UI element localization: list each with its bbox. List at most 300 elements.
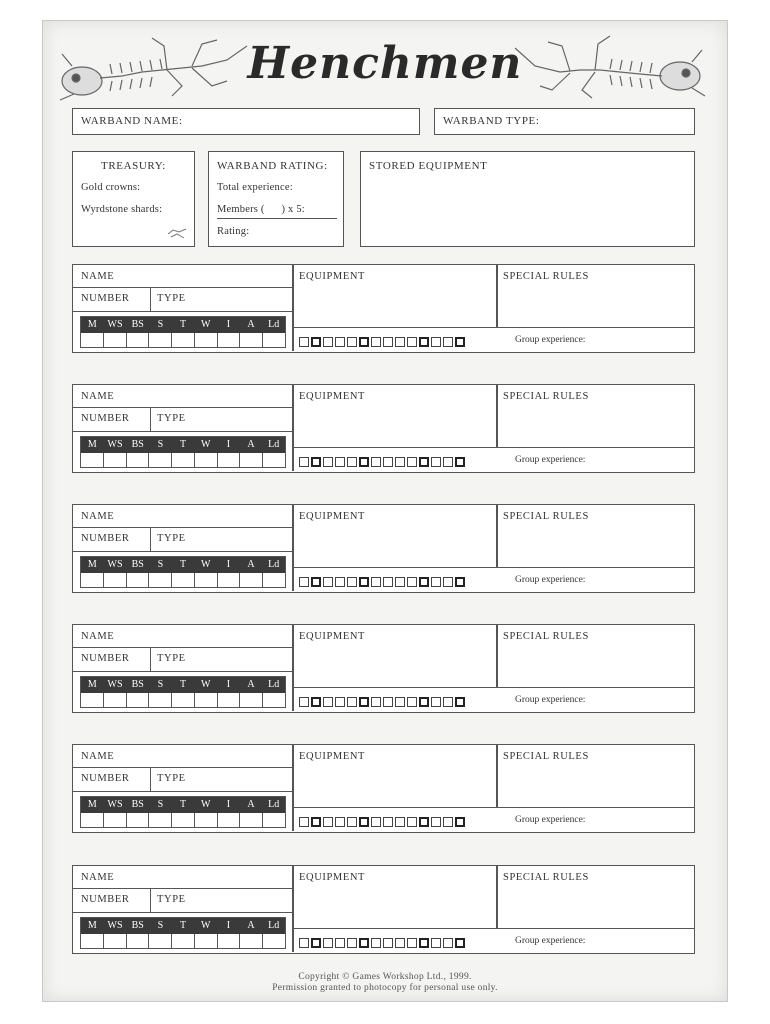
stat-header: BS bbox=[131, 799, 144, 810]
stat-cell[interactable] bbox=[218, 693, 241, 707]
experience-checkbox[interactable] bbox=[371, 457, 381, 467]
experience-checkbox[interactable] bbox=[443, 697, 453, 707]
henchman-group-2[interactable] bbox=[72, 384, 695, 473]
stat-header: S bbox=[157, 319, 164, 330]
stat-header: T bbox=[179, 679, 187, 690]
divider bbox=[292, 505, 294, 591]
experience-checkbox[interactable] bbox=[419, 337, 429, 347]
group-experience-label: Group experience: bbox=[515, 335, 586, 345]
stat-header: A bbox=[247, 319, 255, 330]
divider bbox=[73, 551, 292, 552]
experience-checkbox[interactable] bbox=[299, 697, 309, 707]
warband-type-field[interactable] bbox=[434, 108, 695, 135]
stat-cell[interactable] bbox=[218, 934, 241, 948]
stat-cell[interactable] bbox=[149, 453, 172, 467]
stat-cell[interactable] bbox=[149, 934, 172, 948]
equipment-label: EQUIPMENT bbox=[299, 511, 366, 522]
experience-checkbox[interactable] bbox=[347, 938, 357, 948]
divider bbox=[292, 625, 294, 711]
experience-checkbox[interactable] bbox=[383, 938, 393, 948]
experience-checkbox[interactable] bbox=[311, 817, 321, 827]
stat-cell[interactable] bbox=[104, 813, 127, 827]
number-label: NUMBER bbox=[81, 773, 130, 784]
stat-cell[interactable] bbox=[127, 573, 150, 587]
divider bbox=[73, 287, 292, 288]
stat-header: A bbox=[247, 439, 255, 450]
experience-checkbox[interactable] bbox=[431, 817, 441, 827]
divider bbox=[496, 866, 498, 928]
experience-checkbox[interactable] bbox=[383, 337, 393, 347]
equipment-label: EQUIPMENT bbox=[299, 631, 366, 642]
divider bbox=[496, 385, 498, 447]
experience-checkbox[interactable] bbox=[419, 457, 429, 467]
stat-cell[interactable] bbox=[172, 693, 195, 707]
experience-checkbox[interactable] bbox=[455, 697, 465, 707]
stat-header: WS bbox=[107, 799, 123, 810]
special-rules-label: SPECIAL RULES bbox=[503, 391, 589, 402]
divider bbox=[496, 745, 498, 807]
stat-header: WS bbox=[107, 920, 123, 931]
stat-cell[interactable] bbox=[195, 333, 218, 347]
stat-header: T bbox=[179, 559, 187, 570]
experience-checkbox[interactable] bbox=[395, 817, 405, 827]
stat-cell[interactable] bbox=[81, 333, 104, 347]
warband-rating-box[interactable] bbox=[208, 151, 344, 247]
group-experience-label: Group experience: bbox=[515, 815, 586, 825]
stored-equipment-box[interactable] bbox=[360, 151, 695, 247]
stat-header: A bbox=[247, 559, 255, 570]
divider bbox=[292, 687, 694, 688]
stat-header: BS bbox=[131, 559, 144, 570]
experience-checkbox[interactable] bbox=[407, 697, 417, 707]
divider bbox=[292, 567, 694, 568]
experience-checkbox[interactable] bbox=[455, 457, 465, 467]
divider bbox=[292, 447, 694, 448]
name-label: NAME bbox=[81, 751, 115, 762]
experience-checkbox[interactable] bbox=[407, 938, 417, 948]
experience-checkbox[interactable] bbox=[419, 577, 429, 587]
stat-header: W bbox=[200, 679, 211, 690]
group-experience-label: Group experience: bbox=[515, 575, 586, 585]
henchman-group-6[interactable] bbox=[72, 865, 695, 954]
equipment-label: EQUIPMENT bbox=[299, 751, 366, 762]
experience-track bbox=[299, 457, 465, 467]
type-label: TYPE bbox=[157, 533, 186, 544]
experience-checkbox[interactable] bbox=[323, 938, 333, 948]
henchman-group-3[interactable] bbox=[72, 504, 695, 593]
divider bbox=[150, 407, 151, 431]
stat-header: I bbox=[226, 920, 231, 931]
stat-cell[interactable] bbox=[104, 333, 127, 347]
divider bbox=[496, 265, 498, 327]
experience-checkbox[interactable] bbox=[335, 577, 345, 587]
stat-cell[interactable] bbox=[81, 453, 104, 467]
experience-checkbox[interactable] bbox=[335, 938, 345, 948]
experience-checkbox[interactable] bbox=[299, 577, 309, 587]
name-label: NAME bbox=[81, 511, 115, 522]
experience-checkbox[interactable] bbox=[299, 337, 309, 347]
stat-cell[interactable] bbox=[81, 813, 104, 827]
stat-header: BS bbox=[131, 679, 144, 690]
stat-header: M bbox=[87, 319, 97, 330]
divider bbox=[150, 888, 151, 912]
experience-checkbox[interactable] bbox=[407, 577, 417, 587]
divider bbox=[73, 671, 292, 672]
special-rules-label: SPECIAL RULES bbox=[503, 631, 589, 642]
stat-line bbox=[80, 796, 286, 828]
experience-checkbox[interactable] bbox=[371, 337, 381, 347]
stat-header: BS bbox=[131, 319, 144, 330]
stat-header: BS bbox=[131, 920, 144, 931]
stat-header: BS bbox=[131, 439, 144, 450]
experience-checkbox[interactable] bbox=[443, 817, 453, 827]
stat-header: M bbox=[87, 559, 97, 570]
equipment-label: EQUIPMENT bbox=[299, 872, 366, 883]
stat-cell[interactable] bbox=[195, 813, 218, 827]
warband-name-label: WARBAND NAME: bbox=[81, 115, 183, 127]
experience-checkbox[interactable] bbox=[395, 577, 405, 587]
stat-cell[interactable] bbox=[240, 813, 263, 827]
experience-checkbox[interactable] bbox=[383, 457, 393, 467]
experience-checkbox[interactable] bbox=[335, 457, 345, 467]
experience-checkbox[interactable] bbox=[383, 577, 393, 587]
experience-checkbox[interactable] bbox=[335, 337, 345, 347]
stat-cell[interactable] bbox=[104, 693, 127, 707]
experience-checkbox[interactable] bbox=[347, 697, 357, 707]
experience-checkbox[interactable] bbox=[455, 938, 465, 948]
group-experience-label: Group experience: bbox=[515, 455, 586, 465]
experience-checkbox[interactable] bbox=[443, 457, 453, 467]
stat-cell[interactable] bbox=[127, 333, 150, 347]
warband-name-field[interactable] bbox=[72, 108, 420, 135]
number-label: NUMBER bbox=[81, 533, 130, 544]
experience-checkbox[interactable] bbox=[371, 697, 381, 707]
stat-cell[interactable] bbox=[218, 573, 241, 587]
divider bbox=[292, 327, 694, 328]
experience-checkbox[interactable] bbox=[407, 817, 417, 827]
stat-cell[interactable] bbox=[149, 813, 172, 827]
stat-header: M bbox=[87, 799, 97, 810]
stat-header: T bbox=[179, 439, 187, 450]
special-rules-label: SPECIAL RULES bbox=[503, 751, 589, 762]
stat-cell[interactable] bbox=[127, 813, 150, 827]
experience-checkbox[interactable] bbox=[335, 697, 345, 707]
stat-header: T bbox=[179, 799, 187, 810]
treasury-title: TREASURY: bbox=[101, 160, 166, 172]
experience-checkbox[interactable] bbox=[311, 337, 321, 347]
experience-checkbox[interactable] bbox=[347, 457, 357, 467]
equipment-label: EQUIPMENT bbox=[299, 271, 366, 282]
copyright-text: Copyright © Games Workshop Ltd., 1999. bbox=[298, 972, 472, 982]
stat-header: S bbox=[157, 559, 164, 570]
experience-track bbox=[299, 337, 465, 347]
stat-cell[interactable] bbox=[240, 573, 263, 587]
experience-checkbox[interactable] bbox=[443, 337, 453, 347]
stored-equipment-title: STORED EQUIPMENT bbox=[369, 160, 488, 172]
stat-line bbox=[80, 316, 286, 348]
stat-header: I bbox=[226, 439, 231, 450]
experience-checkbox[interactable] bbox=[311, 697, 321, 707]
stat-line bbox=[80, 436, 286, 468]
divider bbox=[150, 767, 151, 791]
stat-line bbox=[80, 676, 286, 708]
experience-checkbox[interactable] bbox=[347, 817, 357, 827]
warband-type-label: WARBAND TYPE: bbox=[443, 115, 540, 127]
experience-checkbox[interactable] bbox=[335, 817, 345, 827]
experience-checkbox[interactable] bbox=[359, 697, 369, 707]
stat-cell[interactable] bbox=[240, 934, 263, 948]
divider bbox=[73, 767, 292, 768]
stat-cell[interactable] bbox=[172, 333, 195, 347]
stat-header: T bbox=[179, 319, 187, 330]
stat-cell[interactable] bbox=[263, 333, 285, 347]
experience-checkbox[interactable] bbox=[431, 457, 441, 467]
number-label: NUMBER bbox=[81, 894, 130, 905]
stat-cell[interactable] bbox=[240, 693, 263, 707]
stat-cell[interactable] bbox=[172, 453, 195, 467]
experience-checkbox[interactable] bbox=[299, 817, 309, 827]
wyrdstone-shards-label: Wyrdstone shards: bbox=[81, 204, 163, 215]
experience-track bbox=[299, 697, 465, 707]
divider bbox=[150, 527, 151, 551]
experience-checkbox[interactable] bbox=[395, 697, 405, 707]
members-underline bbox=[217, 218, 337, 219]
experience-checkbox[interactable] bbox=[359, 938, 369, 948]
divider bbox=[73, 527, 292, 528]
henchman-group-1[interactable] bbox=[72, 264, 695, 353]
stat-cell[interactable] bbox=[218, 333, 241, 347]
experience-checkbox[interactable] bbox=[431, 337, 441, 347]
experience-checkbox[interactable] bbox=[443, 938, 453, 948]
experience-checkbox[interactable] bbox=[371, 577, 381, 587]
stat-cell[interactable] bbox=[172, 573, 195, 587]
stat-cell[interactable] bbox=[127, 453, 150, 467]
experience-checkbox[interactable] bbox=[395, 938, 405, 948]
stat-header: W bbox=[200, 799, 211, 810]
total-experience-label: Total experience: bbox=[217, 182, 293, 193]
experience-checkbox[interactable] bbox=[383, 817, 393, 827]
stat-header: I bbox=[226, 679, 231, 690]
divider bbox=[73, 431, 292, 432]
divider bbox=[73, 888, 292, 889]
experience-checkbox[interactable] bbox=[323, 697, 333, 707]
stat-line bbox=[80, 556, 286, 588]
name-label: NAME bbox=[81, 391, 115, 402]
divider bbox=[292, 928, 694, 929]
divider bbox=[292, 385, 294, 471]
divider bbox=[73, 912, 292, 913]
stat-header: Ld bbox=[268, 679, 280, 690]
page-title: Henchmen bbox=[247, 38, 523, 89]
experience-checkbox[interactable] bbox=[455, 337, 465, 347]
stat-header: M bbox=[87, 439, 97, 450]
experience-track bbox=[299, 938, 465, 948]
experience-checkbox[interactable] bbox=[395, 337, 405, 347]
name-label: NAME bbox=[81, 872, 115, 883]
wyrdstone-icon bbox=[167, 228, 187, 240]
type-label: TYPE bbox=[157, 653, 186, 664]
number-label: NUMBER bbox=[81, 653, 130, 664]
henchman-group-4[interactable] bbox=[72, 624, 695, 713]
permission-text: Permission granted to photocopy for personal use only. bbox=[272, 983, 498, 993]
stat-header: I bbox=[226, 559, 231, 570]
stat-cell[interactable] bbox=[263, 934, 285, 948]
stat-header: WS bbox=[107, 679, 123, 690]
divider bbox=[150, 287, 151, 311]
stat-cell[interactable] bbox=[240, 453, 263, 467]
warband-rating-title: WARBAND RATING: bbox=[217, 160, 328, 172]
experience-checkbox[interactable] bbox=[419, 697, 429, 707]
experience-track bbox=[299, 577, 465, 587]
divider bbox=[496, 625, 498, 687]
experience-checkbox[interactable] bbox=[299, 938, 309, 948]
stat-header: Ld bbox=[268, 799, 280, 810]
experience-checkbox[interactable] bbox=[347, 337, 357, 347]
stat-header: W bbox=[200, 319, 211, 330]
divider bbox=[292, 745, 294, 831]
experience-checkbox[interactable] bbox=[359, 817, 369, 827]
stat-header: Ld bbox=[268, 439, 280, 450]
experience-checkbox[interactable] bbox=[455, 817, 465, 827]
rating-label: Rating: bbox=[217, 226, 250, 237]
stat-header: S bbox=[157, 799, 164, 810]
stat-cell[interactable] bbox=[263, 453, 285, 467]
experience-checkbox[interactable] bbox=[323, 817, 333, 827]
number-label: NUMBER bbox=[81, 413, 130, 424]
equipment-label: EQUIPMENT bbox=[299, 391, 366, 402]
experience-checkbox[interactable] bbox=[371, 817, 381, 827]
stat-header: WS bbox=[107, 559, 123, 570]
special-rules-label: SPECIAL RULES bbox=[503, 872, 589, 883]
experience-checkbox[interactable] bbox=[359, 577, 369, 587]
experience-checkbox[interactable] bbox=[383, 697, 393, 707]
experience-checkbox[interactable] bbox=[347, 577, 357, 587]
stat-header: W bbox=[200, 559, 211, 570]
experience-checkbox[interactable] bbox=[323, 457, 333, 467]
stat-header: Ld bbox=[268, 559, 280, 570]
stat-cell[interactable] bbox=[172, 813, 195, 827]
experience-checkbox[interactable] bbox=[431, 697, 441, 707]
stat-header: W bbox=[200, 920, 211, 931]
stat-cell[interactable] bbox=[81, 573, 104, 587]
special-rules-label: SPECIAL RULES bbox=[503, 511, 589, 522]
stat-cell[interactable] bbox=[81, 693, 104, 707]
divider bbox=[292, 265, 294, 351]
stat-header: I bbox=[226, 319, 231, 330]
stat-cell[interactable] bbox=[195, 573, 218, 587]
stat-header: A bbox=[247, 799, 255, 810]
stat-header: S bbox=[157, 920, 164, 931]
stat-header: T bbox=[179, 920, 187, 931]
stat-line bbox=[80, 917, 286, 949]
stat-header: WS bbox=[107, 439, 123, 450]
number-label: NUMBER bbox=[81, 293, 130, 304]
divider bbox=[73, 791, 292, 792]
name-label: NAME bbox=[81, 631, 115, 642]
gold-crowns-label: Gold crowns: bbox=[81, 182, 141, 193]
experience-checkbox[interactable] bbox=[455, 577, 465, 587]
type-label: TYPE bbox=[157, 894, 186, 905]
group-experience-label: Group experience: bbox=[515, 936, 586, 946]
stat-header: A bbox=[247, 679, 255, 690]
divider bbox=[73, 311, 292, 312]
experience-checkbox[interactable] bbox=[395, 457, 405, 467]
stat-header: I bbox=[226, 799, 231, 810]
stat-cell[interactable] bbox=[81, 934, 104, 948]
divider bbox=[73, 407, 292, 408]
experience-checkbox[interactable] bbox=[323, 337, 333, 347]
experience-checkbox[interactable] bbox=[443, 577, 453, 587]
experience-checkbox[interactable] bbox=[419, 817, 429, 827]
stat-cell[interactable] bbox=[263, 573, 285, 587]
experience-checkbox[interactable] bbox=[311, 457, 321, 467]
stat-cell[interactable] bbox=[195, 693, 218, 707]
stat-cell[interactable] bbox=[218, 453, 241, 467]
divider bbox=[73, 647, 292, 648]
stat-cell[interactable] bbox=[149, 333, 172, 347]
divider bbox=[292, 866, 294, 952]
stat-cell[interactable] bbox=[104, 934, 127, 948]
stat-cell[interactable] bbox=[104, 453, 127, 467]
experience-checkbox[interactable] bbox=[359, 337, 369, 347]
experience-checkbox[interactable] bbox=[311, 938, 321, 948]
stat-header: A bbox=[247, 920, 255, 931]
members-label: Members ( ) x 5: bbox=[217, 204, 305, 215]
name-label: NAME bbox=[81, 271, 115, 282]
stat-header: Ld bbox=[268, 319, 280, 330]
stat-header: Ld bbox=[268, 920, 280, 931]
divider bbox=[150, 647, 151, 671]
stat-header: S bbox=[157, 439, 164, 450]
experience-track bbox=[299, 817, 465, 827]
stat-header: WS bbox=[107, 319, 123, 330]
type-label: TYPE bbox=[157, 293, 186, 304]
experience-checkbox[interactable] bbox=[407, 337, 417, 347]
group-experience-label: Group experience: bbox=[515, 695, 586, 705]
stat-cell[interactable] bbox=[195, 453, 218, 467]
stat-cell[interactable] bbox=[104, 573, 127, 587]
stat-cell[interactable] bbox=[218, 813, 241, 827]
henchman-group-5[interactable] bbox=[72, 744, 695, 833]
stat-cell[interactable] bbox=[240, 333, 263, 347]
stat-cell[interactable] bbox=[263, 693, 285, 707]
experience-checkbox[interactable] bbox=[323, 577, 333, 587]
experience-checkbox[interactable] bbox=[407, 457, 417, 467]
stat-cell[interactable] bbox=[127, 934, 150, 948]
experience-checkbox[interactable] bbox=[299, 457, 309, 467]
experience-checkbox[interactable] bbox=[431, 938, 441, 948]
experience-checkbox[interactable] bbox=[431, 577, 441, 587]
experience-checkbox[interactable] bbox=[359, 457, 369, 467]
experience-checkbox[interactable] bbox=[371, 938, 381, 948]
type-label: TYPE bbox=[157, 413, 186, 424]
stat-header: S bbox=[157, 679, 164, 690]
stat-cell[interactable] bbox=[149, 573, 172, 587]
divider bbox=[496, 505, 498, 567]
divider bbox=[292, 807, 694, 808]
type-label: TYPE bbox=[157, 773, 186, 784]
experience-checkbox[interactable] bbox=[419, 938, 429, 948]
stat-cell[interactable] bbox=[149, 693, 172, 707]
stat-header: M bbox=[87, 920, 97, 931]
stat-cell[interactable] bbox=[172, 934, 195, 948]
stat-cell[interactable] bbox=[263, 813, 285, 827]
stat-cell[interactable] bbox=[195, 934, 218, 948]
treasury-box[interactable] bbox=[72, 151, 195, 247]
stat-cell[interactable] bbox=[127, 693, 150, 707]
stat-header: M bbox=[87, 679, 97, 690]
experience-checkbox[interactable] bbox=[311, 577, 321, 587]
